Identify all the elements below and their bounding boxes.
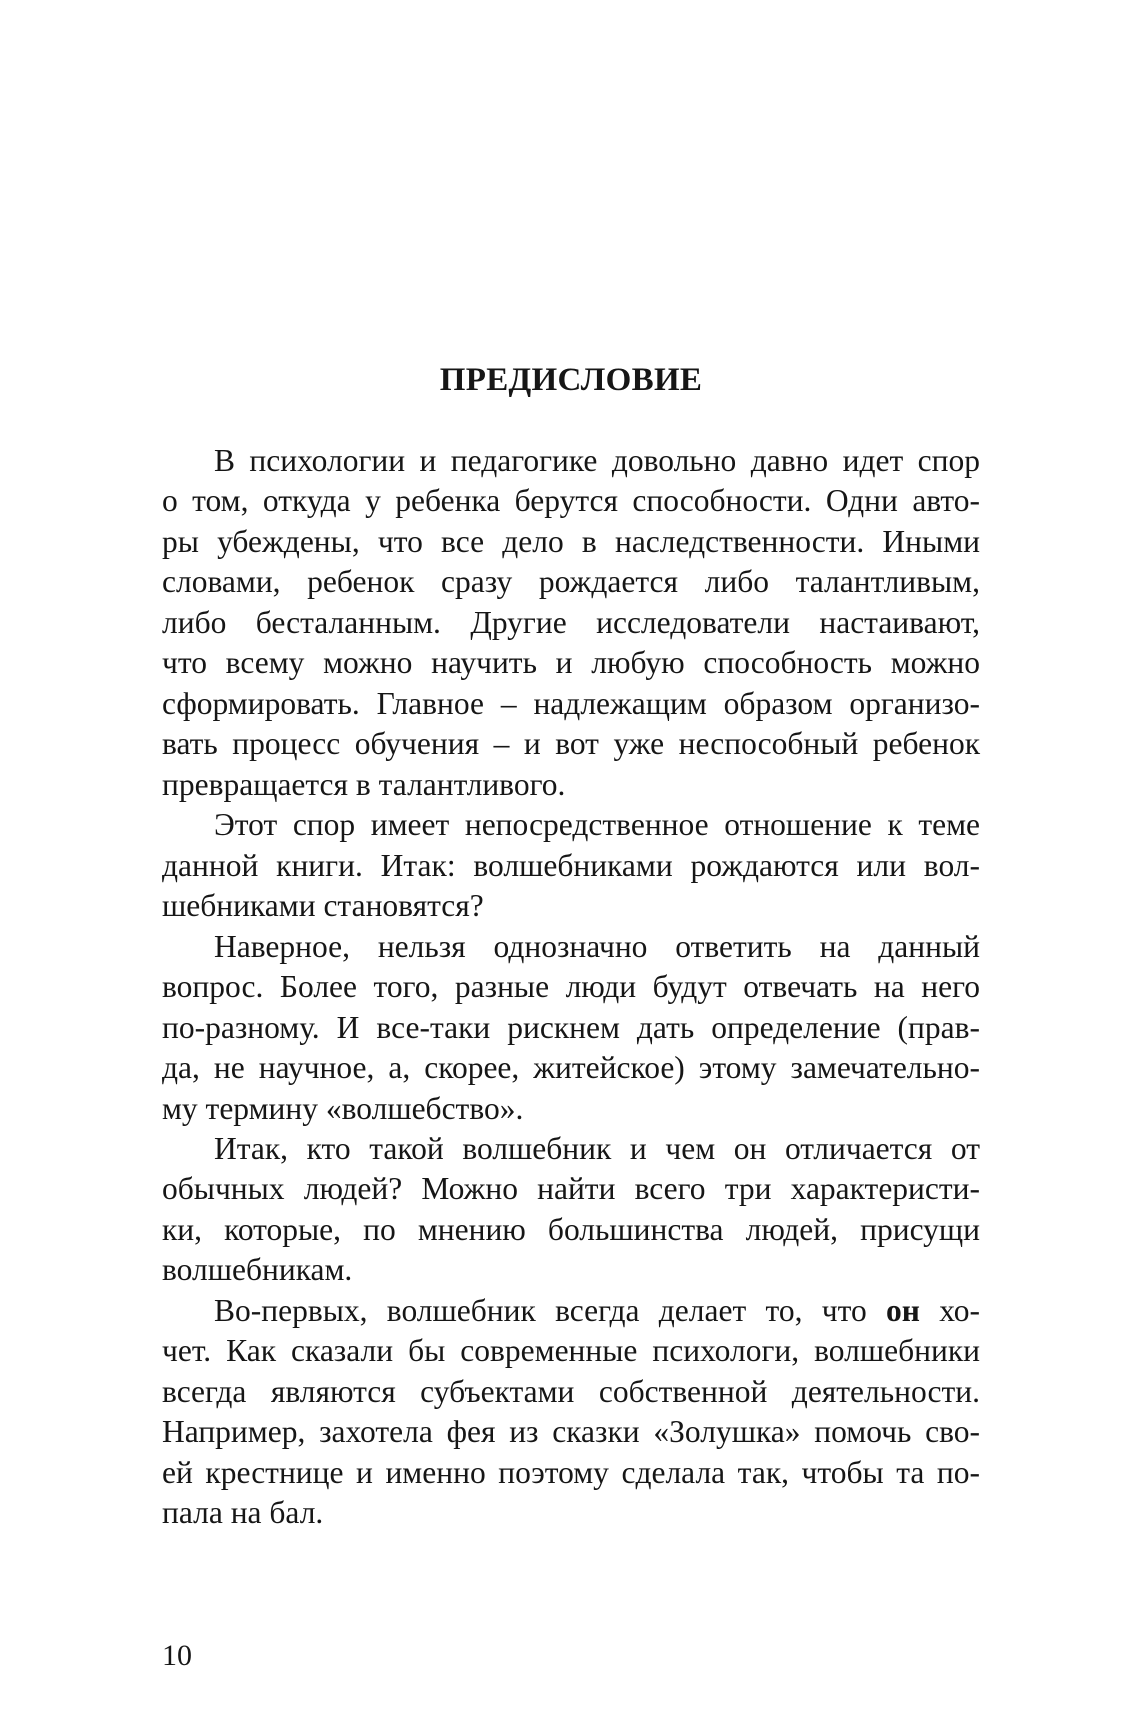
text-line: Например, захотела фея из сказки «Золушка» помочь сво- bbox=[162, 1414, 980, 1450]
text-line: по-разному. И все-таки рискнем дать определение (прав- bbox=[162, 1009, 980, 1045]
text-segment: хо- bbox=[919, 1292, 981, 1328]
text-line: Итак, кто такой волшебник и чем он отличается от bbox=[214, 1130, 980, 1166]
text-line: пала на бал. bbox=[162, 1495, 324, 1531]
text-line: ки, которые, по мнению большинства людей, присущи bbox=[162, 1211, 980, 1247]
bold-word: он bbox=[886, 1292, 920, 1328]
text-line: Наверное, нельзя однозначно ответить на данный bbox=[214, 928, 980, 964]
text-line: сформировать. Главное – надлежащим образом организо- bbox=[162, 685, 980, 721]
text-line: данной книги. Итак: волшебниками рождаются или вол- bbox=[162, 847, 980, 883]
text-line: превращается в талантливого. bbox=[162, 766, 566, 802]
text-line: словами, ребенок сразу рождается либо талантливым, bbox=[162, 564, 980, 600]
text-line: вать процесс обучения – и вот уже неспособный ребенок bbox=[162, 726, 980, 762]
body-text bbox=[162, 441, 980, 1534]
text-line: чет. Как сказали бы современные психологи, волшебники bbox=[162, 1333, 980, 1369]
text-line: вопрос. Более того, разные люди будут отвечать на него bbox=[162, 969, 980, 1005]
text-line: либо бесталанным. Другие исследователи настаивают, bbox=[162, 604, 980, 640]
text-line: обычных людей? Можно найти всего три характеристи- bbox=[162, 1171, 980, 1207]
text-line: волшебникам. bbox=[162, 1252, 353, 1288]
text-line: всегда являются субъектами собственной деятельности. bbox=[162, 1373, 980, 1409]
text-line: ры убеждены, что все дело в наследственности. Иными bbox=[162, 523, 980, 559]
page-number: 10 bbox=[162, 1639, 192, 1672]
text-line: о том, откуда у ребенка берутся способности. Одни авто- bbox=[162, 483, 980, 519]
text-line: что всему можно научить и любую способность можно bbox=[162, 645, 980, 681]
text-line: му термину «волшебство». bbox=[162, 1090, 524, 1126]
text-segment: Во-первых, волшебник всегда делает то, что bbox=[214, 1292, 887, 1328]
text-line: шебниками становятся? bbox=[162, 888, 484, 924]
text-line: В психологии и педагогике довольно давно идет спор bbox=[214, 443, 980, 478]
text-line: Этот спор имеет непосредственное отношение к теме bbox=[214, 807, 980, 843]
text-line: ей крестнице и именно поэтому сделала так, чтобы та по- bbox=[162, 1454, 980, 1490]
chapter-title: ПРЕДИСЛОВИЕ bbox=[439, 362, 703, 398]
text-line: да, не научное, а, скорее, житейское) этому замечательно- bbox=[162, 1050, 980, 1086]
text-line bbox=[162, 1291, 980, 1331]
